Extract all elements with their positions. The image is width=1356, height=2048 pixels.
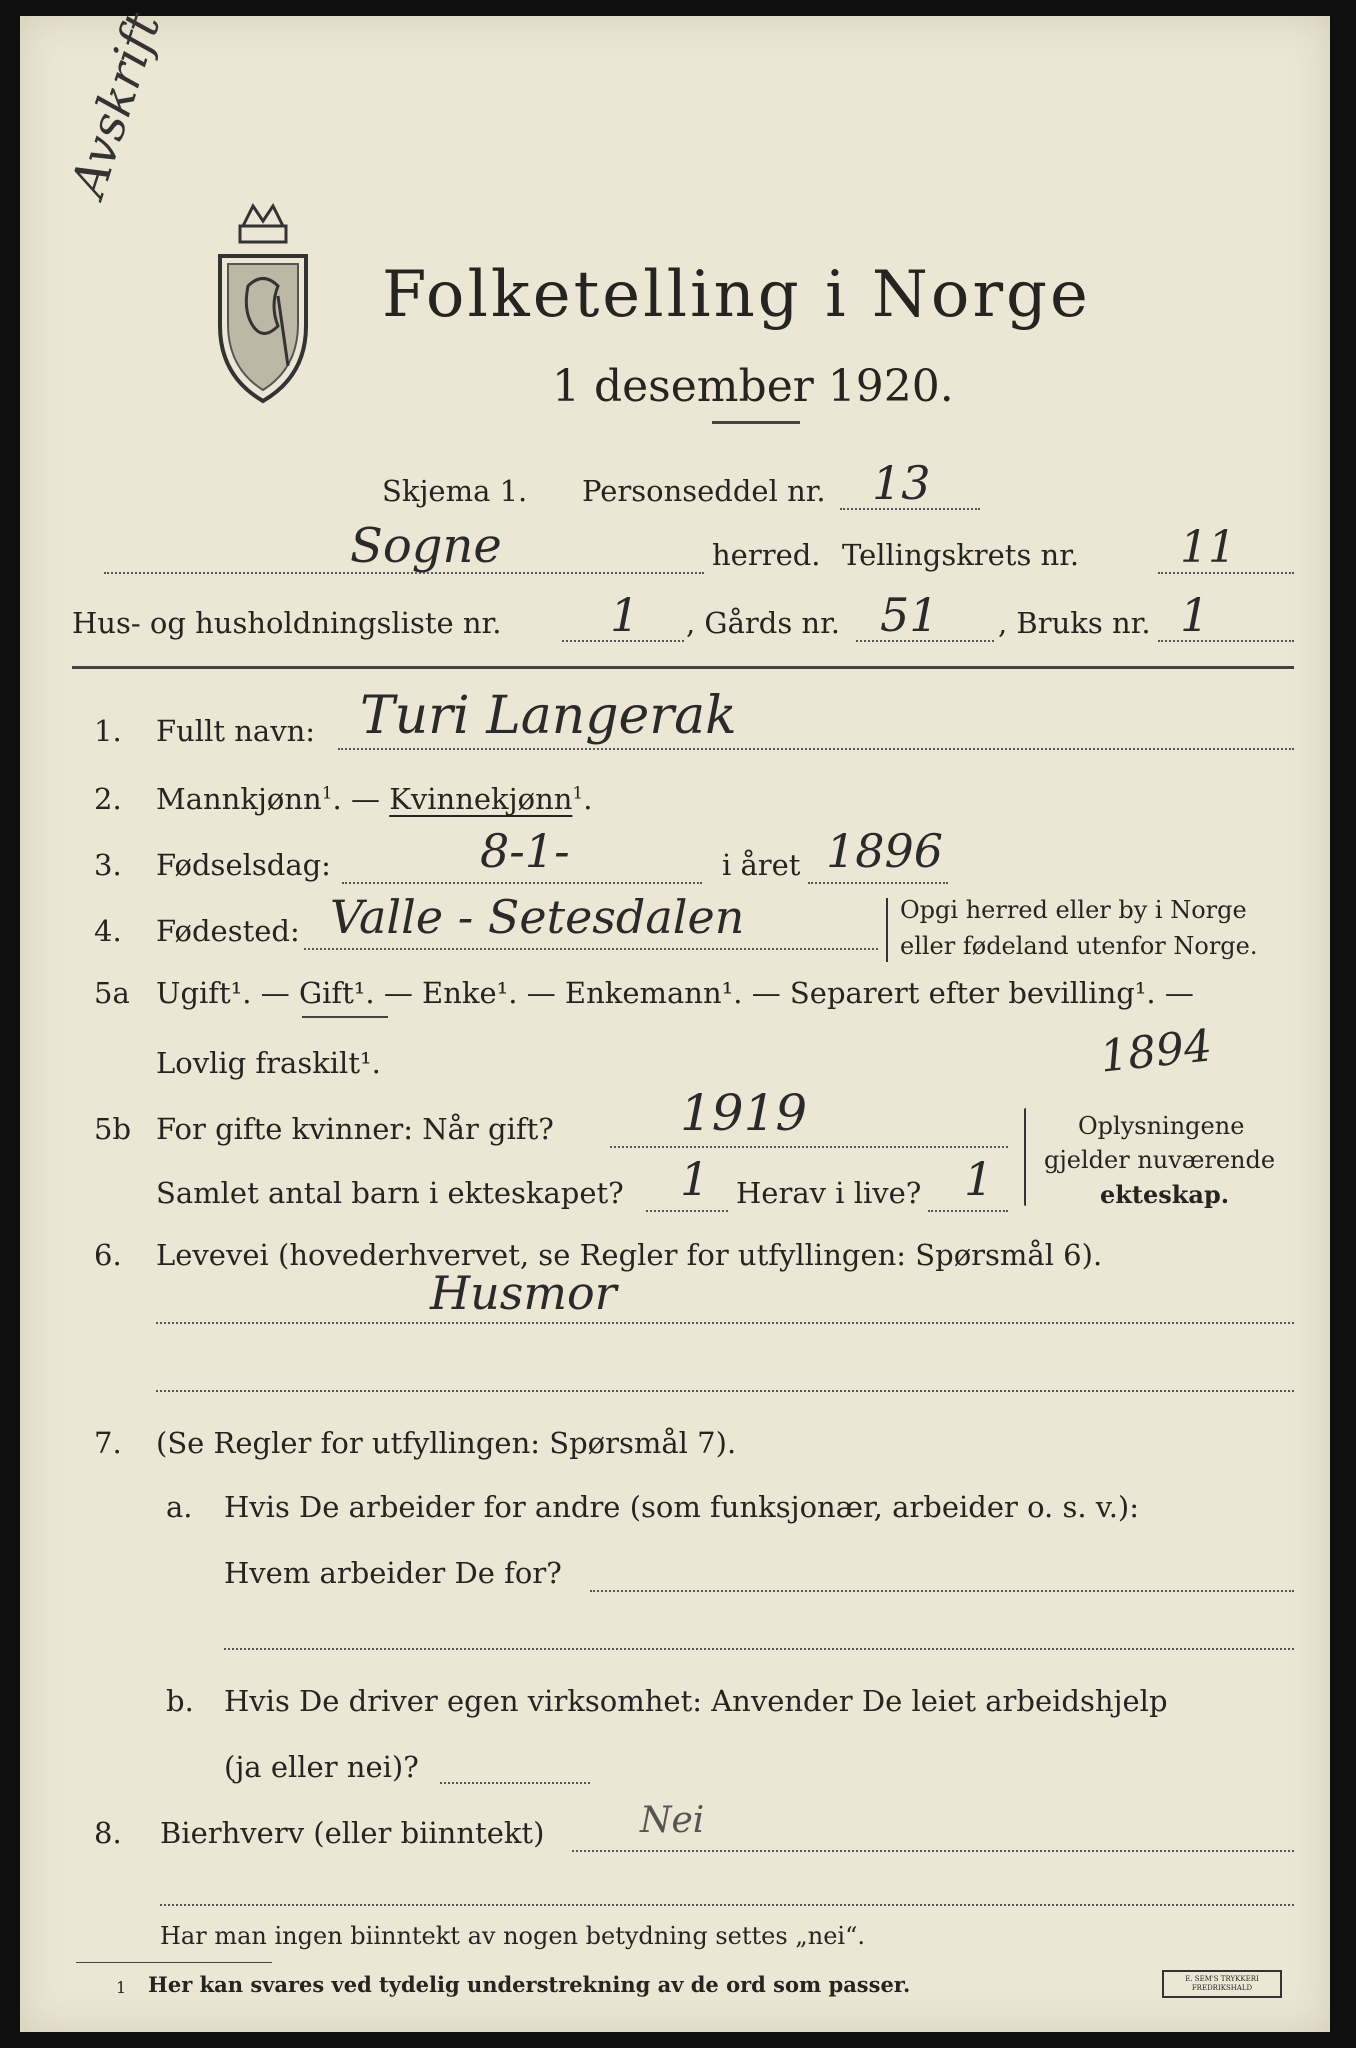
margin-note: Avskrift — [60, 6, 172, 204]
q1-label: Fullt navn: — [156, 714, 316, 748]
q3-number: 3. — [94, 848, 122, 882]
personseddel-label: Personseddel nr. — [582, 474, 826, 508]
q5b-alive-line — [928, 1210, 1008, 1212]
q4-line — [304, 948, 878, 950]
q2-number: 2. — [94, 782, 122, 816]
q6-line-1 — [156, 1322, 1294, 1324]
q4-label: Fødested: — [156, 914, 300, 948]
form-date: 1 desember 1920. — [552, 361, 954, 412]
q5b-married-line — [610, 1146, 1008, 1148]
q6-number: 6. — [94, 1238, 122, 1272]
tellingskrets-value[interactable]: 11 — [1180, 522, 1236, 573]
q8-number: 8. — [94, 1816, 122, 1850]
q2-male[interactable]: Mannkjønn — [156, 782, 322, 816]
bottom-note: Har man ingen biinntekt av nogen betydning settes „nei“. — [160, 1922, 865, 1950]
title-divider — [712, 421, 800, 424]
q7a-answer-line[interactable] — [590, 1590, 1294, 1592]
q2-footnote-mark: 1 — [321, 783, 333, 804]
q5b-children-value[interactable]: 1 — [680, 1152, 710, 1206]
coat-of-arms-icon — [208, 186, 318, 406]
husliste-label: Hus- og husholdningsliste nr. — [72, 606, 502, 640]
q7b-line-1: Hvis De driver egen virksomhet: Anvender De leiet arbeidshjelp — [224, 1684, 1168, 1718]
q5b-alive-label: Herav i live? — [736, 1176, 922, 1210]
q5b-children-label: Samlet antal barn i ekteskapet? — [156, 1176, 624, 1210]
printer-stamp: E. SEM'S TRYKKERI FREDRIKSHALD — [1162, 1970, 1282, 1998]
q2-separator: . — — [332, 782, 380, 816]
q2-end: . — [583, 782, 593, 816]
q7b-letter: b. — [166, 1684, 194, 1718]
gards-label: , Gårds nr. — [686, 606, 840, 640]
bruks-label: , Bruks nr. — [998, 606, 1151, 640]
q3-birthdate[interactable]: 8-1- — [480, 824, 570, 878]
q5b-brace — [1024, 1108, 1026, 1206]
herred-label: herred. — [712, 538, 821, 572]
q5b-children-line — [646, 1210, 728, 1212]
q8-value[interactable]: Nei — [640, 1800, 705, 1841]
q3-year-line — [808, 882, 948, 884]
q6-label: Levevei (hovederhvervet, se Regler for utfyllingen: Spørsmål 6). — [156, 1238, 1103, 1272]
q5b-note-1: Oplysningene — [1078, 1112, 1245, 1140]
q5b-married-year[interactable]: 1919 — [680, 1084, 808, 1142]
q7-label: (Se Regler for utfyllingen: Spørsmål 7). — [156, 1426, 737, 1460]
bruks-line — [1158, 640, 1294, 642]
footnote-divider — [76, 1962, 272, 1963]
q2-female[interactable]: Kvinnekjønn — [389, 782, 573, 816]
husliste-value[interactable]: 1 — [610, 588, 640, 642]
q3-line — [342, 882, 702, 884]
q3-year-label: i året — [722, 848, 801, 882]
header-divider — [72, 666, 1294, 669]
q5b-alive-value[interactable]: 1 — [964, 1152, 994, 1206]
q6-line-2 — [156, 1390, 1294, 1392]
q3-label: Fødselsdag: — [156, 848, 331, 882]
q4-brace — [886, 898, 888, 962]
q8-line — [572, 1850, 1294, 1852]
skjema-label: Skjema 1. — [382, 474, 528, 508]
q1-line — [338, 748, 1294, 750]
tellingskrets-label: Tellingskrets nr. — [842, 538, 1080, 572]
q7a-line-1: Hvis De arbeider for andre (som funksjonær, arbeider o. s. v.): — [224, 1490, 1140, 1524]
q7a-letter: a. — [166, 1490, 193, 1524]
footnote-mark: 1 — [116, 1978, 127, 1997]
q8-line-2 — [160, 1904, 1294, 1906]
q7a-answer-line-2[interactable] — [224, 1648, 1294, 1650]
q4-note-1: Opgi herred eller by i Norge — [900, 896, 1247, 924]
footnote-text: Her kan svares ved tydelig understrekning av de ord som passer. — [148, 1972, 911, 1997]
q7-number: 7. — [94, 1426, 122, 1460]
q5b-note-2: gjelder nuværende — [1044, 1146, 1276, 1174]
q4-number: 4. — [94, 914, 122, 948]
q5a-annotation: 1894 — [1097, 1020, 1215, 1083]
q7b-answer-line[interactable] — [440, 1782, 590, 1784]
q2-label — [156, 782, 592, 816]
form-title: Folketelling i Norge — [382, 258, 1091, 332]
bruks-value[interactable]: 1 — [1180, 588, 1210, 642]
q2-footnote-mark-2: 1 — [572, 783, 584, 804]
q5a-divorced[interactable]: Lovlig fraskilt¹. — [156, 1046, 381, 1080]
census-form — [20, 6, 1330, 2032]
q3-birth-year[interactable]: 1896 — [826, 824, 944, 878]
gards-value[interactable]: 51 — [880, 588, 939, 642]
q5b-note-3: ekteskap. — [1100, 1180, 1230, 1209]
q5a-options[interactable]: Ugift¹. — Gift¹. — Enke¹. — Enkemann¹. — Separert efter bevilling¹. — — [156, 976, 1194, 1010]
personseddel-value[interactable]: 13 — [872, 456, 931, 510]
q1-full-name[interactable]: Turi Langerak — [360, 686, 737, 746]
q5a-number: 5a — [94, 976, 130, 1010]
q1-number: 1. — [94, 714, 122, 748]
q4-note-2: eller fødeland utenfor Norge. — [900, 932, 1258, 960]
q5b-married-label: For gifte kvinner: Når gift? — [156, 1112, 554, 1146]
herred-value[interactable]: Sogne — [350, 518, 502, 574]
q7a-line-2: Hvem arbeider De for? — [224, 1556, 562, 1590]
q4-birthplace[interactable]: Valle - Setesdalen — [330, 890, 745, 944]
q6-occupation[interactable]: Husmor — [430, 1266, 617, 1320]
q5a-gift-underline — [302, 1016, 388, 1018]
q7b-line-2: (ja eller nei)? — [224, 1750, 419, 1784]
q5b-number: 5b — [94, 1112, 132, 1146]
q8-label: Bierhverv (eller biinntekt) — [160, 1816, 545, 1850]
